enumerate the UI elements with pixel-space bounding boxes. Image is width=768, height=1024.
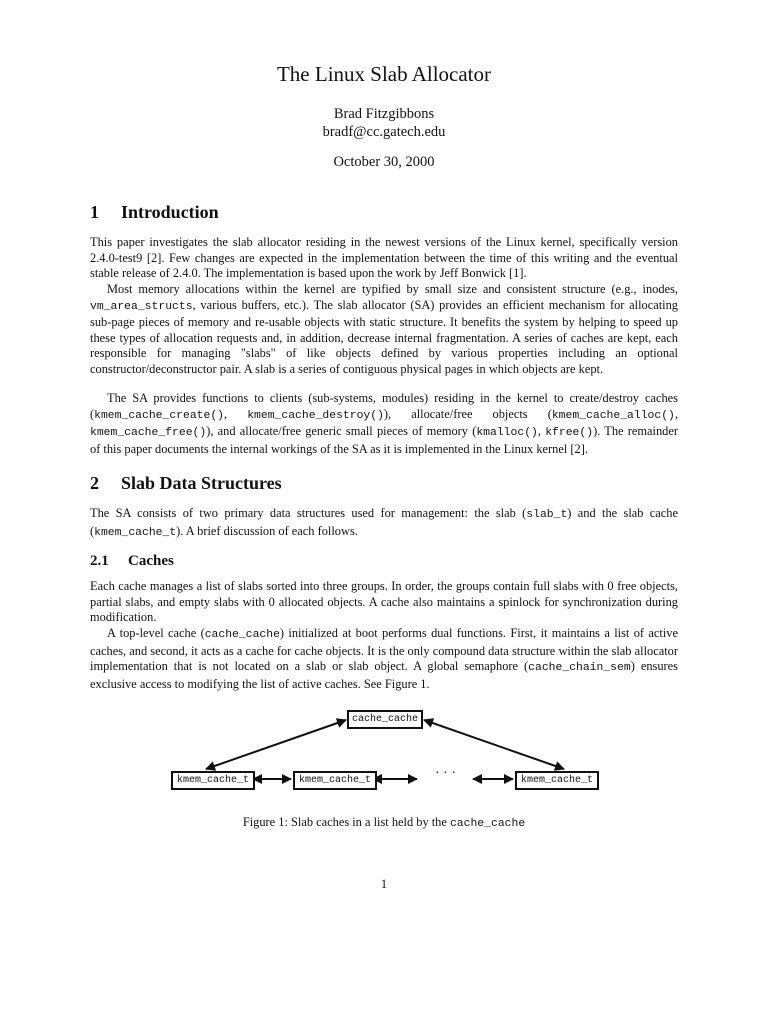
caches-paragraph-2: A top-level cache (cache_cache) initialized at boot performs dual functions. First, it maintains a list of active caches, and second, it acts as a cache for cache objects. It is the only compound data structure within the slab allocator implementation that is not located on a slab or slab object. A global semaphore (cache_chain_sem) ensures exclusive access to modifying the list of active caches. See Figure 1.: [90, 626, 678, 691]
kmem-cache-box-2: kmem_cache_t: [293, 771, 377, 790]
paper-title: The Linux Slab Allocator: [276, 62, 492, 86]
subsection-title: Caches: [128, 553, 174, 569]
subsection-heading-caches: [90, 553, 174, 570]
subsection-number: 2.1: [90, 553, 109, 569]
page-number: 1: [380, 877, 388, 891]
author-name: Brad Fitzgibbons: [333, 106, 435, 122]
slab-paragraph-1: The SA consists of two primary data structures used for management: the slab (slab_t) and the slab cache (kmem_cache_t). A brief discussion of each follows.: [90, 506, 679, 539]
kmem-cache-box-1: kmem_cache_t: [171, 771, 255, 790]
figure-caption: Figure 1: Slab caches in a list held by the cache_cache: [242, 815, 526, 830]
paper-date: October 30, 2000: [333, 154, 435, 170]
section-heading-slab-data-structures: [90, 473, 282, 494]
section-title: Introduction: [121, 202, 219, 222]
intro-paragraph-2: Most memory allocations within the kernel are typified by small size and consistent structure (e.g., inodes, vm_area_structs, various buffers, etc.). The slab allocator (SA) provides an efficient mechanism for allocating sub-page pieces of memory and re-usable objects with static structure. It benefits the system by helping to speed up these types of allocation requests and, in addition, decrease internal fragmentation. A series of caches are kept, each responsible for managing "slabs" of like objects defined by various properties including an optional constructor/deconstructor pair. A slab is a series of contiguous physical pages in which objects are kept.: [90, 282, 678, 376]
arrow-right-diagonal: [424, 720, 564, 769]
slab-cache-diagram: [160, 700, 610, 805]
intro-paragraph-1: This paper investigates the slab allocator residing in the newest versions of the Linux kernel, specifically version 2.4.0-test9 [2]. Few changes are expected in the implementation between the time of this writing and the eventual stable release of 2.4.0. The implementation is based upon the work by Jeff Bonwick [1].: [90, 235, 678, 281]
section-number: 2: [90, 473, 99, 493]
arrow-left-diagonal: [206, 720, 346, 769]
kmem-cache-box-3: kmem_cache_t: [515, 771, 599, 790]
section-heading-introduction: [90, 202, 219, 223]
ellipsis: · · ·: [435, 766, 456, 781]
cache-cache-box: cache_cache: [347, 710, 423, 729]
section-title: Slab Data Structures: [121, 473, 282, 493]
intro-paragraph-3: The SA provides functions to clients (sub-systems, modules) residing in the kernel to create/destroy caches (kmem_cache_create(), kmem_cache_destroy()), allocate/free objects (kmem_cache_alloc(), kmem_cache_free()), and allocate/free generic small pieces of memory (kmalloc(), kfree()). The remainder of this paper documents the internal workings of the SA as it is implemented in the Linux kernel [2].: [90, 391, 678, 456]
author-email: bradf@cc.gatech.edu: [322, 124, 446, 140]
section-number: 1: [90, 202, 99, 222]
caches-paragraph-1: Each cache manages a list of slabs sorted into three groups. In order, the groups contain full slabs with 0 free objects, partial slabs, and empty slabs with 0 allocated objects. A cache also maintains a spinlock for synchronization during modification.: [90, 579, 678, 625]
